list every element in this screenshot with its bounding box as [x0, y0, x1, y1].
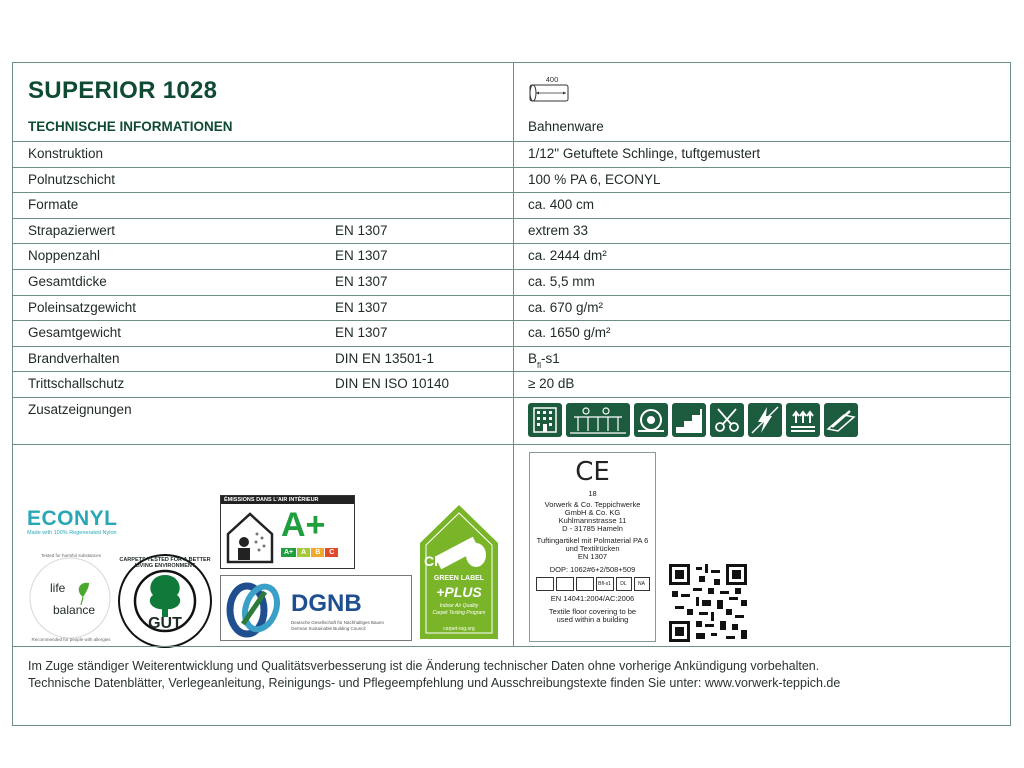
- row-label: Formate: [28, 197, 79, 213]
- row-label: Gesamtgewicht: [28, 325, 122, 341]
- table-row: [13, 346, 1012, 371]
- table-row: [13, 243, 1012, 268]
- row-norm: EN 1307: [335, 299, 388, 315]
- castor-chair-icon: [634, 403, 668, 437]
- gut-logo: CARPETS TESTED FOR A BETTER LIVING ENVIRONMENT GUT: [117, 553, 213, 649]
- row-value: $B_{fl}-s1$: [528, 350, 560, 370]
- cri-green-label-logo: CRI GREEN LABEL +PLUS Indoor Air Quality Carpet Testing Program carpet-rug.org: [418, 503, 500, 641]
- row-label: Gesamtdicke: [28, 274, 107, 289]
- row-value: ≥ 20 dB: [528, 376, 575, 392]
- row-label: Brandverhalten: [28, 350, 120, 366]
- row-value: 100 % PA 6, ECONYL: [528, 171, 661, 187]
- row-value: 1/12" Getuftete Schlinge, tuftgemustert: [528, 146, 761, 161]
- ce-label: CE 18 Vorwerk & Co. Teppichwerke GmbH & Co. KG Kuhlmannstrasse 11 D - 31785 Hameln Tuftingartikel mit Polmaterial PA 6 und Textilrücken EN 1307 DOP: 1062#6+2/508+509 Bfl-s1 DL NA EN 14041:2004/AC:2006 Textile floor covering to be used within a building: [529, 452, 656, 642]
- row-label: Konstruktion: [28, 146, 104, 161]
- table-row: [13, 295, 1012, 320]
- carpet-roll-icon: [528, 73, 574, 109]
- qr-code: [669, 564, 747, 642]
- stairs-icon: [672, 403, 706, 437]
- row-norm: EN 1307: [335, 248, 388, 264]
- row-value: ca. 670 g/m²: [528, 299, 604, 315]
- row-value: ca. 2444 dm²: [528, 248, 607, 264]
- suitability-icons: [528, 403, 858, 437]
- tile-install-icon: [824, 403, 858, 437]
- table-row: [13, 141, 1012, 166]
- row-norm: DIN EN 13501-1: [335, 350, 435, 366]
- row-norm: EN 1307: [335, 325, 388, 341]
- row-label: Strapazierwert: [28, 222, 116, 238]
- section-heading: TECHNISCHE INFORMATIONEN: [28, 119, 233, 134]
- office-chair-icon: [528, 403, 562, 437]
- table-row: [13, 192, 1012, 217]
- row-value: ca. 5,5 mm: [528, 274, 595, 289]
- table-row: [13, 167, 1012, 192]
- econyl-logo: ECONYL Made with 100% Regenerated Nylon: [27, 507, 118, 536]
- footer-note: Im Zuge ständiger Weiterentwicklung und Qualitätsverbesserung ist die Änderung technischer Daten ohne vorherige Ankündigung vorbehalten. Technische Datenblätter, Verlegeanleitung, Reinigungs- und Pflegeempfehlung und Ausschreibungstexte finden Sie unter: www.vorwerk-teppich.de: [28, 659, 841, 690]
- row-value: ca. 400 cm: [528, 197, 595, 213]
- antistatic-icon: [748, 403, 782, 437]
- row-label: Zusatzeignungen: [28, 402, 132, 417]
- row-norm: EN 1307: [335, 274, 388, 289]
- underfloor-heating-icon: [786, 403, 820, 437]
- house-icon: [224, 508, 276, 564]
- roll-width-label: 400: [545, 75, 559, 84]
- table-row: [13, 269, 1012, 294]
- row-label: Trittschallschutz: [28, 376, 125, 392]
- stairs-carpet-icon: [566, 403, 630, 437]
- life-balance-logo: life balance Tested for harmful substances Recommended for people with allergies: [31, 553, 111, 642]
- table-row: [13, 371, 1012, 396]
- row-label: Poleinsatzgewicht: [28, 299, 137, 315]
- product-title: SUPERIOR 1028: [28, 77, 218, 104]
- row-value: extrem 33: [528, 222, 589, 238]
- emissions-label: ÉMISSIONS DANS L'AIR INTÉRIEUR A+ A+ A B C: [220, 495, 355, 569]
- ce-mark: CE: [575, 457, 610, 487]
- format-label: Bahnenware: [528, 119, 604, 134]
- table-row: [13, 397, 1012, 422]
- row-label: Noppenzahl: [28, 248, 101, 264]
- dgnb-logo: DGNB Deutsche Gesellschaft für Nachhaltiges Bauen German Sustainable Building Council: [220, 575, 412, 641]
- row-value: ca. 1650 g/m²: [528, 325, 611, 341]
- table-row: [13, 320, 1012, 345]
- row-norm: EN 1307: [335, 222, 388, 238]
- datasheet: [12, 62, 1011, 726]
- row-norm: DIN EN ISO 10140: [335, 376, 450, 392]
- ce-mini-icons: Bfl-s1 DL NA: [530, 577, 655, 591]
- section-divider: [13, 444, 1010, 445]
- row-label: Polnutzschicht: [28, 171, 116, 187]
- cut-edge-icon: [710, 403, 744, 437]
- table-row: [13, 218, 1012, 243]
- footer-divider: [13, 646, 1010, 647]
